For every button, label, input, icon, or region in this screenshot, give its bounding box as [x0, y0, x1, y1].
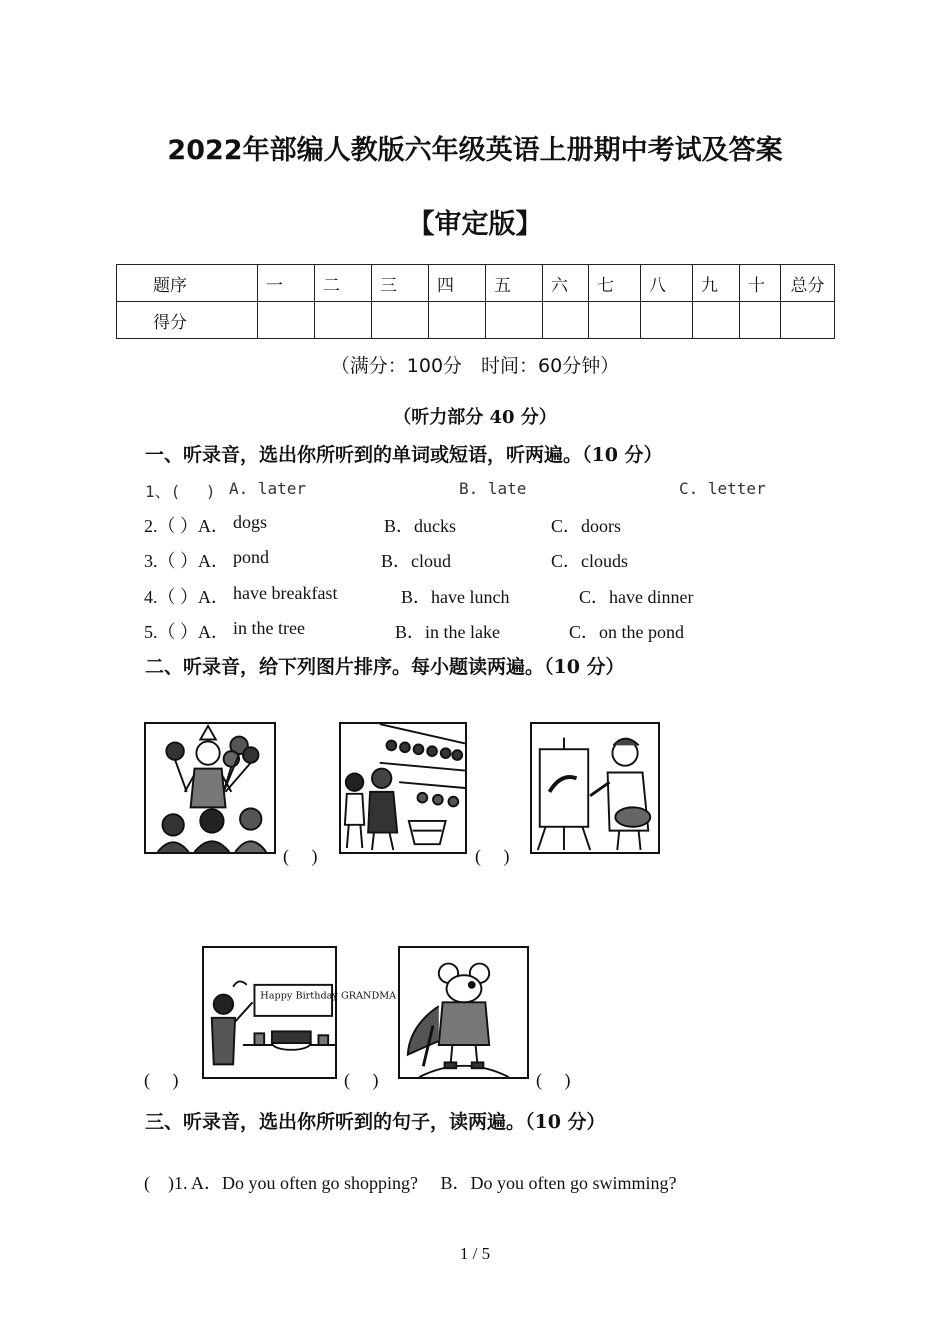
- page-number: 1 / 5: [459, 1244, 491, 1263]
- q1-number: 1、( ): [145, 482, 216, 501]
- shopping-mall-image: [339, 722, 467, 854]
- table-row-label: 得分: [117, 302, 258, 339]
- score-cell[interactable]: [486, 302, 543, 339]
- score-cell[interactable]: [372, 302, 429, 339]
- score-cell[interactable]: [781, 302, 835, 339]
- q2-option-a[interactable]: dogs: [233, 512, 268, 532]
- q3-option-c[interactable]: C．clouds: [551, 551, 629, 571]
- q2-option-c[interactable]: C．doors: [551, 516, 622, 536]
- answer-blank[interactable]: ( ): [144, 1070, 179, 1090]
- score-table: [116, 264, 835, 339]
- table-header-cell: 九: [693, 265, 740, 302]
- table-header-cell: 总分: [781, 265, 835, 302]
- answer-blank[interactable]: ( ): [536, 1070, 571, 1090]
- q1-option-a[interactable]: A. later: [229, 479, 307, 498]
- q5-number: 5.（ ）A．: [144, 622, 229, 642]
- q4-option-a[interactable]: have breakfast: [233, 583, 338, 603]
- banner-text: Happy Birthday GRANDMA: [260, 990, 397, 1002]
- q4-option-b[interactable]: B．have lunch: [401, 587, 510, 607]
- q2-option-b[interactable]: B．ducks: [384, 516, 456, 536]
- q1-option-c[interactable]: C. letter: [679, 479, 766, 498]
- table-header-cell: 七: [589, 265, 641, 302]
- q3-option-b[interactable]: B．cloud: [381, 551, 451, 571]
- exam-info: （满分：100分 时间：60分钟）: [330, 355, 620, 377]
- document-subtitle: 【审定版】: [407, 209, 543, 240]
- score-cell[interactable]: [315, 302, 372, 339]
- document-title: 2022年部编人教版六年级英语上册期中考试及答案: [167, 135, 783, 166]
- table-header-cell: 四: [429, 265, 486, 302]
- score-cell[interactable]: [429, 302, 486, 339]
- q3-option-a[interactable]: pond: [233, 547, 269, 567]
- table-header-cell: 十: [740, 265, 781, 302]
- q5-option-c[interactable]: C．on the pond: [569, 622, 684, 642]
- score-cell[interactable]: [693, 302, 740, 339]
- score-table-header-row: [117, 265, 835, 302]
- q2-number: 2.（ ）A．: [144, 516, 229, 536]
- listening-part-label: （听力部分 40 分）: [393, 407, 557, 428]
- answer-blank[interactable]: ( ): [344, 1070, 379, 1090]
- q5-option-b[interactable]: B．in the lake: [395, 622, 500, 642]
- mouse-knight-image: [398, 946, 529, 1079]
- q4-option-c[interactable]: C．have dinner: [579, 587, 694, 607]
- section2-heading: 二、听录音，给下列图片排序。每小题读两遍。（10 分）: [145, 656, 625, 678]
- table-header-cell: 五: [486, 265, 543, 302]
- score-cell[interactable]: [543, 302, 589, 339]
- section1-heading: 一、听录音，选出你所听到的单词或短语，听两遍。（10 分）: [145, 444, 663, 466]
- score-cell[interactable]: [258, 302, 315, 339]
- answer-blank[interactable]: ( ): [283, 846, 318, 866]
- q4-number: 4.（ ）A．: [144, 587, 229, 607]
- q5-option-a[interactable]: in the tree: [233, 618, 305, 638]
- table-header-cell: 八: [641, 265, 693, 302]
- section3-q1[interactable]: ( )1. A．Do you often go shopping? B．Do you often go swimming?: [144, 1173, 677, 1193]
- q1-option-b[interactable]: B. late: [459, 479, 527, 498]
- table-header-cell: 一: [258, 265, 315, 302]
- table-header-cell: 二: [315, 265, 372, 302]
- table-header-cell: 题序: [117, 265, 258, 302]
- answer-blank[interactable]: ( ): [475, 846, 510, 866]
- section3-heading: 三、听录音，选出你所听到的句子，读两遍。（10 分）: [145, 1111, 606, 1133]
- q3-number: 3.（ ）A．: [144, 551, 229, 571]
- table-header-cell: 六: [543, 265, 589, 302]
- painting-easel-image: [530, 722, 660, 854]
- score-cell[interactable]: [589, 302, 641, 339]
- birthday-cake-image: [202, 946, 397, 1079]
- score-table-score-row: [117, 302, 835, 339]
- score-cell[interactable]: [641, 302, 693, 339]
- table-header-cell: 三: [372, 265, 429, 302]
- party-balloons-image: [144, 722, 276, 854]
- score-cell[interactable]: [740, 302, 781, 339]
